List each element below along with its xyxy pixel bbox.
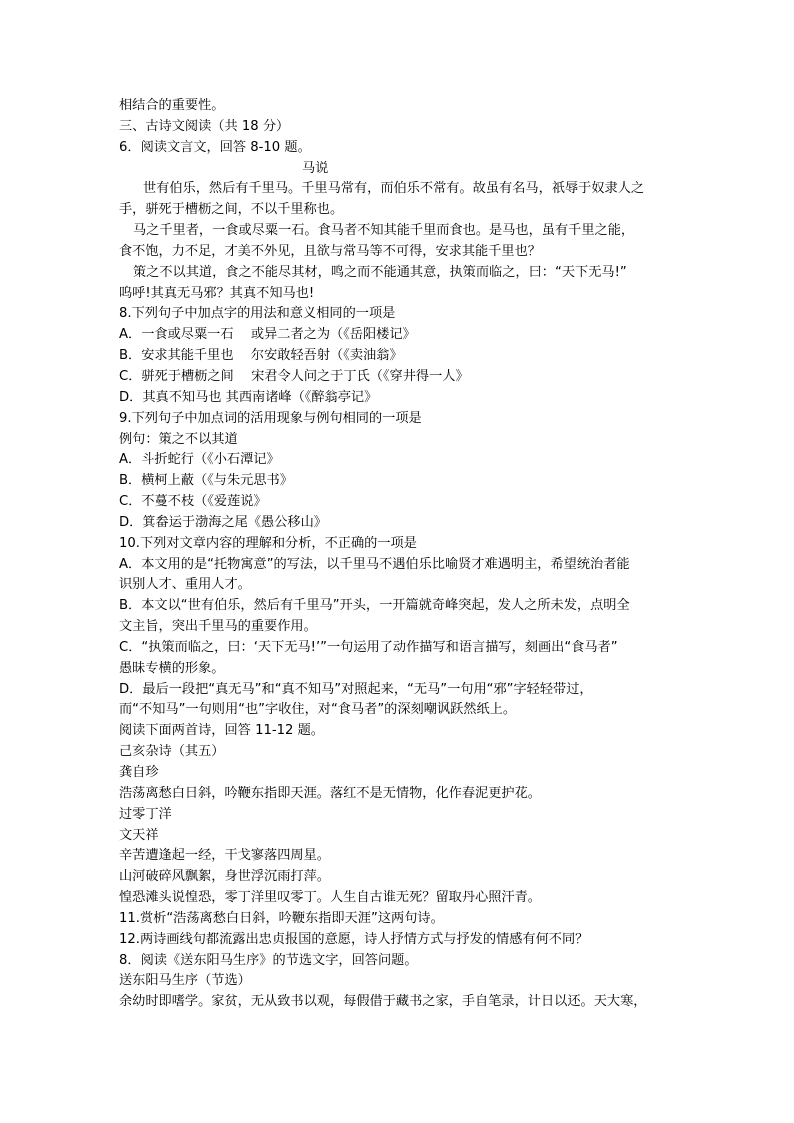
- option-c: C．“执策而临之，曰：‘天下无马!’”一句运用了动作描写和语言描写，刻画出“食马者”: [119, 639, 618, 655]
- option-d: D．其真不知马也 其西南诸峰（《醉翁亭记》: [119, 389, 378, 405]
- option-a: A．斗折蛇行（《小石潭记》: [119, 452, 280, 468]
- passage-line: 呜呼!其真无马邪？其真不知马也!: [119, 285, 315, 301]
- option-d: D．箕畚运于渤海之尾《愚公移山》: [119, 514, 327, 530]
- option-a-cont: 识别人才、重用人才。: [119, 577, 251, 593]
- question-10: 10.下列对文章内容的理解和分析，不正确的一项是: [119, 535, 417, 551]
- passage-title: 马说: [302, 160, 329, 176]
- option-a: A．一食或尽粟一石 或异二者之为（《岳阳楼记》: [119, 327, 416, 343]
- poem-line: 辛苦遭逢起一经，干戈寥落四周星。: [119, 848, 330, 864]
- poem-author: 文天祥: [119, 827, 159, 843]
- poem-title: 过零丁洋: [119, 806, 172, 822]
- poem-title: 己亥杂诗（其五）: [119, 744, 225, 760]
- question-12: 12.两诗画线句都流露出忠贞报国的意愿，诗人抒情方式与抒发的情感有何不同？: [119, 931, 589, 947]
- passage-line: 世有伯乐，然后有千里马。千里马常有，而伯乐不常有。故虽有名马，祇辱于奴隶人之: [143, 181, 645, 197]
- poem-instructions: 阅读下面两首诗，回答 11-12 题。: [119, 723, 324, 739]
- option-a: A．本文用的是“托物寓意”的写法，以千里马不遇伯乐比喻贤才难遇明主，希望统治者能: [119, 556, 630, 572]
- section-heading: 三、古诗文阅读（共 18 分）: [119, 118, 290, 134]
- passage-line: 食不饱，力不足，才美不外见，且欲与常马等不可得，安求其能千里也？: [119, 243, 541, 259]
- passage-line: 马之千里者，一食或尽粟一石。食马者不知其能千里而食也。是马也，虽有千里之能，: [133, 223, 635, 239]
- question-11: 11.赏析“浩荡离愁白日斜，吟鞭东指即天涯”这两句诗。: [119, 910, 444, 926]
- excerpt-line: 余幼时即嗜学。家贫，无从致书以观，每假借于藏书之家，手自笔录，计日以还。天大寒，: [119, 994, 647, 1010]
- option-c: C．骈死于槽枥之间 宋君令人问之于丁氏（《穿井得一人》: [119, 368, 469, 384]
- excerpt-title: 送东阳马生序（节选）: [119, 973, 251, 989]
- option-b: B．本文以“世有伯乐，然后有千里马”开头，一开篇就奇峰突起，发人之所未发，点明全: [119, 598, 630, 614]
- option-b-cont: 文主旨，突出千里马的重要作用。: [119, 619, 317, 635]
- poem-line: 山河破碎风飘絮，身世浮沉雨打萍。: [119, 869, 330, 885]
- reading-instructions: 8．阅读《送东阳马生序》的节选文字，回答问题。: [119, 952, 418, 968]
- poem-line: 惶恐滩头说惶恐，零丁洋里叹零丁。人生自古谁无死？留取丹心照汗青。: [119, 890, 541, 906]
- option-d-cont: 而“不知马”一句则用“也”字收住，对“食马者”的深刻嘲讽跃然纸上。: [119, 702, 517, 718]
- poem-line: 浩荡离愁白日斜，吟鞭东指即天涯。落红不是无情物，化作春泥更护花。: [119, 785, 541, 801]
- option-d: D．最后一段把“真无马”和“真不知马”对照起来，“无马”一句用“邪”字轻轻带过，: [119, 681, 593, 697]
- option-c-cont: 愚昧专横的形象。: [119, 660, 225, 676]
- document-page: [119, 96, 679, 1013]
- question-8: 8.下列句子中加点字的用法和意义相同的一项是: [119, 306, 396, 322]
- question-9: 9.下列句子中加点词的活用现象与例句相同的一项是: [119, 410, 422, 426]
- example-sentence: 例句：策之不以其道: [119, 431, 238, 447]
- text-line: 相结合的重要性。: [119, 98, 225, 113]
- poem-author: 龚自珍: [119, 765, 159, 780]
- question-6: 6．阅读文言文，回答 8-10 题。: [119, 139, 311, 155]
- option-b: B．安求其能千里也 尔安敢轻吾射（《卖油翁》: [119, 348, 403, 364]
- passage-line: 手，骈死于槽枥之间，不以千里称也。: [119, 202, 344, 218]
- option-c: C．不蔓不枝（《爱莲说》: [119, 494, 267, 510]
- option-b: B．横柯上蔽（《与朱元思书》: [119, 473, 293, 489]
- passage-line: 策之不以其道，食之不能尽其材，鸣之而不能通其意，执策而临之，曰：“天下无马!”: [133, 264, 627, 280]
